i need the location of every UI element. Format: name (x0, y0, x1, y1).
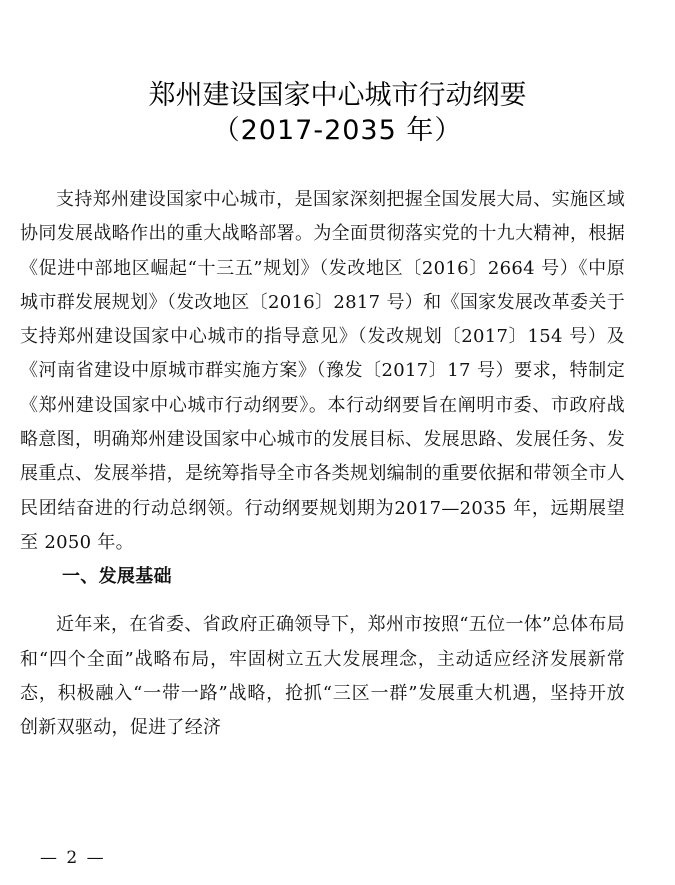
section-heading: 一、发展基础 (62, 566, 172, 588)
document-title: 郑州建设国家中心城市行动纲要 (148, 80, 527, 111)
page-number: — 2 — (40, 848, 106, 868)
document-subtitle: （2017-2035 年） (212, 115, 463, 146)
document-body (20, 183, 625, 745)
section-paragraph: 近年来，在省委、省政府正确领导下，郑州市按照“五位一体”总体布局和“四个全面”战略布局，牢固树立五大发展理念，主动适应经济发展新常态，积极融入“一带一路”战略，抢抓“三区一群”发展重大机遇，坚持开放创新双驱动，促进了经济 (20, 614, 625, 739)
intro-paragraph: 支持郑州建设国家中心城市，是国家深刻把握全国发展大局、实施区域协同发展战略作出的重大战略部署。为全面贯彻落实党的十九大精神，根据《促进中部地区崛起“十三五”规划》（发改地区〔2016〕2664 号）《中原城市群发展规划》（发改地区〔2016〕2817 号）和《国家发展改革委关于支持郑州建设国家中心城市的指导意见》（发改规划〔2017〕154 号）及《河南省建设中原城市群实施方案》（豫发〔2017〕17 号）要求，特制定《郑州建设国家中心城市行动纲要》。本行动纲要旨在阐明市委、市政府战略意图，明确郑州建设国家中心城市的发展目标、发展思路、发展任务、发展重点、发展举措，是统筹指导全市各类规划编制的重要依据和带领全市人民团结奋进的行动总纲领。行动纲要规划期为2017—2035 年，远期展望至 2050 年。 (20, 189, 625, 553)
